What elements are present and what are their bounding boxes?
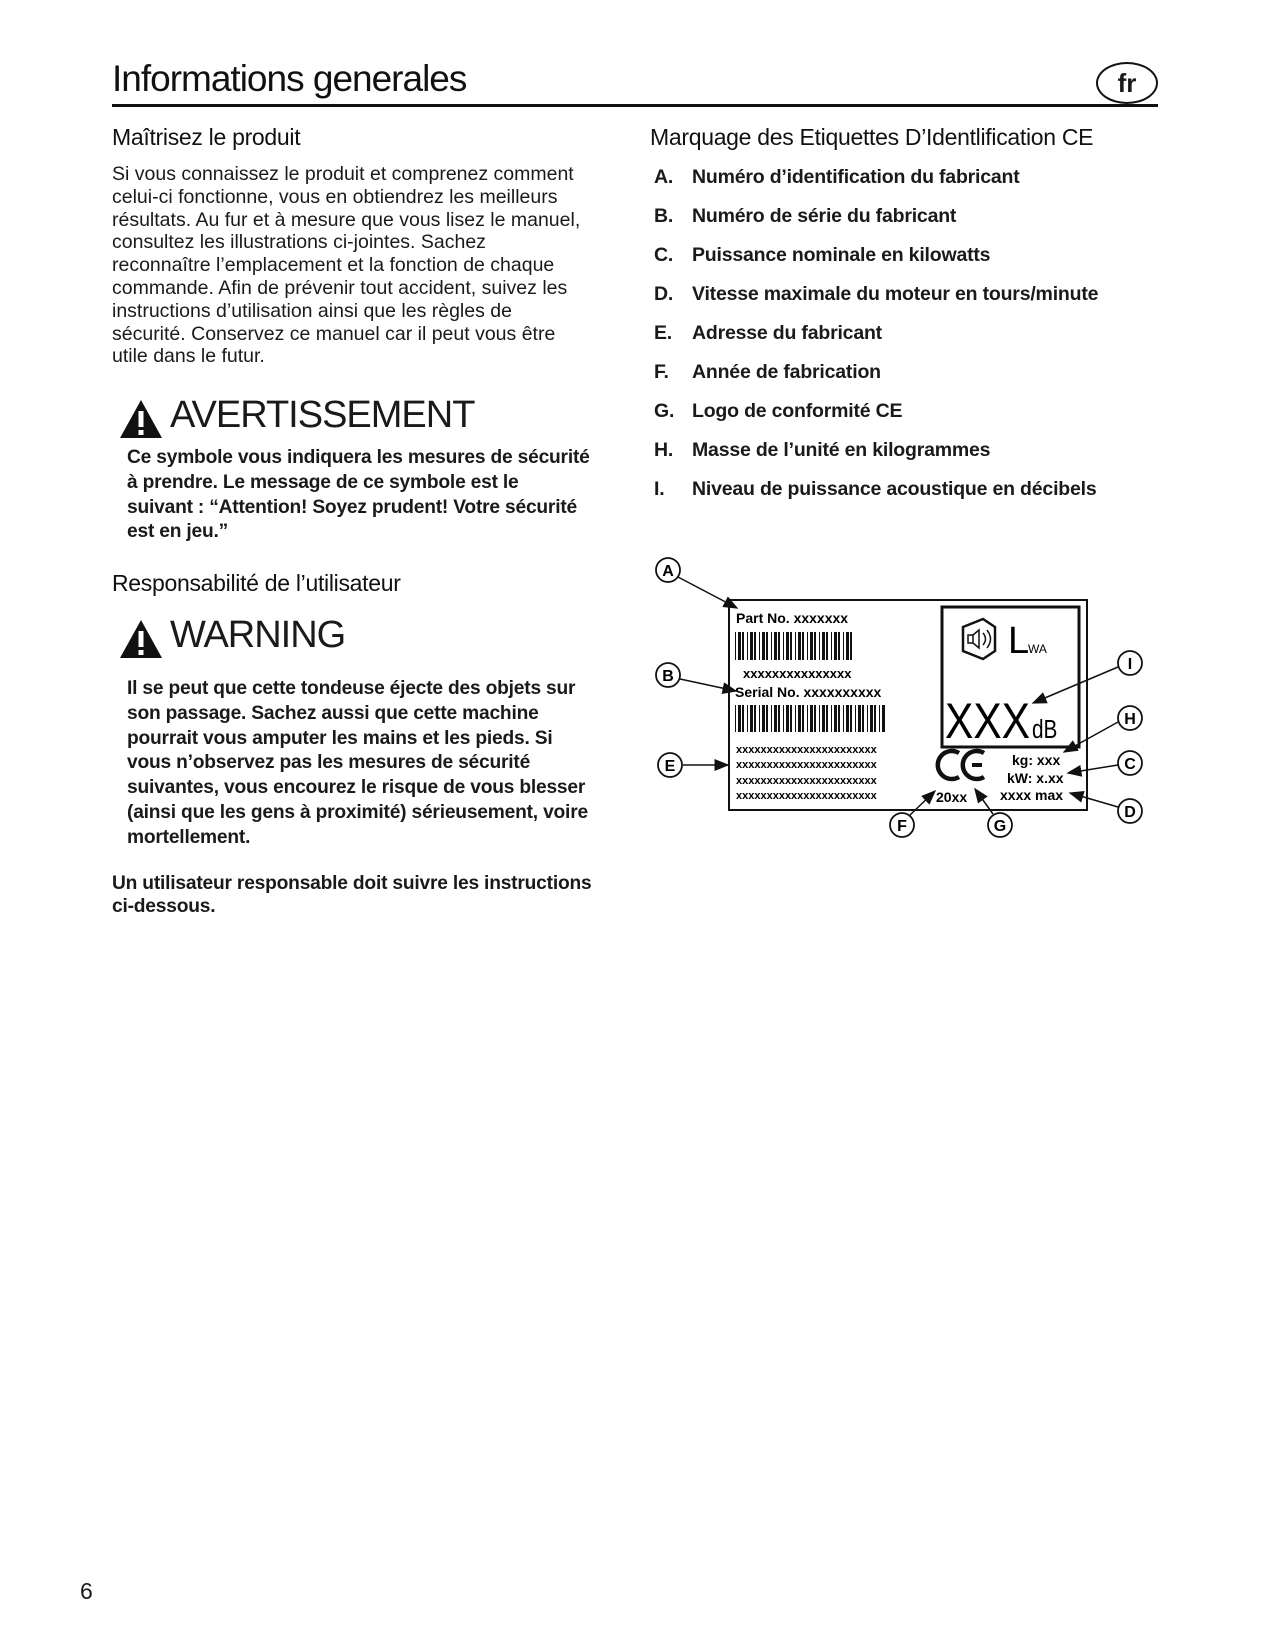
barcode-bar	[862, 705, 864, 732]
address-line: xxxxxxxxxxxxxxxxxxxxxxx	[736, 775, 877, 787]
barcode-bar	[750, 632, 753, 660]
barcode-bar	[790, 705, 792, 732]
barcode-bar	[783, 705, 784, 732]
section-heading-maitrisez: Maîtrisez le produit	[112, 124, 301, 150]
barcode-bar	[850, 705, 852, 732]
barcode-bar	[834, 632, 837, 660]
callout-e	[658, 753, 728, 777]
year-text: 20xx	[936, 789, 968, 805]
intro-paragraph: Si vous connaissez le produit et comprenez comment celui-ci fonctionne, vous en obtiendrez les meilleurs résultats. Au fur et à mesure que vous lisez le manuel, consultez les illustrations ci-jointes. Sachez reconnaître l’emplacement et la fonction de chaque commande. Afin de prévenir tout accident, suivez les instructions d’utilisation ainsi que les règles de sécurité. Conservez ce manuel car il peut vous être utile dans le futur.	[112, 163, 581, 368]
address-line: xxxxxxxxxxxxxxxxxxxxxxx	[736, 790, 877, 802]
lwa-letter: L	[1008, 620, 1030, 662]
page-title: Informations generales	[112, 58, 467, 99]
barcode-bar	[771, 632, 772, 660]
serial-number-text: Serial No. xxxxxxxxxx	[735, 684, 882, 700]
barcode-bar	[774, 632, 777, 660]
barcode-bar	[754, 705, 756, 732]
rpm-text: xxxx max	[1000, 787, 1064, 803]
barcode-bar	[738, 632, 741, 660]
svg-text:I: I	[1127, 656, 1133, 673]
barcode-bar	[843, 705, 844, 732]
barcode-bar	[771, 705, 772, 732]
address-line: xxxxxxxxxxxxxxxxxxxxxxx	[736, 759, 877, 771]
callout-a	[656, 558, 737, 608]
kw-text: kW: x.xx	[1007, 770, 1064, 786]
barcode-bar	[834, 705, 837, 732]
barcode-bar	[838, 705, 840, 732]
barcode-bar	[766, 705, 768, 732]
barcode-bar	[798, 705, 801, 732]
barcode-bar	[762, 705, 765, 732]
svg-text:E: E	[664, 758, 676, 775]
barcode-bar	[778, 705, 780, 732]
avertissement-label: AVERTISSEMENT	[170, 394, 475, 436]
barcode-bar	[831, 705, 832, 732]
barcode-bar	[810, 632, 813, 660]
barcode-bar	[783, 632, 784, 660]
barcode-bar	[822, 705, 825, 732]
barcode-bar	[798, 632, 801, 660]
svg-text:H: H	[1124, 711, 1136, 728]
barcode-bar	[826, 705, 828, 732]
svg-text:D: D	[1124, 804, 1136, 821]
barcode-bar	[838, 632, 840, 660]
barcode-bar	[774, 705, 777, 732]
svg-text:F: F	[897, 818, 907, 835]
barcode-bar	[742, 632, 744, 660]
warning-text: Il se peut que cette tondeuse éjecte des objets sur son passage. Sachez aussi que cette machine pourrait vous amputer les mains et les pieds. Si vous n’observez pas les mesures de sécurité suivantes, vous encourez le risque de vous blesser (ainsi que les gens à proximité) sérieusement, voire mortellement.	[127, 678, 588, 848]
barcode-bar	[795, 632, 796, 660]
barcode-bar	[814, 632, 816, 660]
ce-label-diagram	[650, 555, 1170, 865]
barcode-bar	[831, 632, 832, 660]
barcode-bar	[750, 705, 753, 732]
barcode-bar	[807, 705, 808, 732]
barcode-bar	[819, 632, 820, 660]
barcode-bar	[807, 632, 808, 660]
barcode-bar	[754, 632, 756, 660]
language-badge: fr	[1096, 62, 1158, 104]
barcode-bar	[747, 705, 748, 732]
barcode-bar	[882, 705, 885, 732]
barcode-bar	[867, 705, 868, 732]
barcode-bar	[810, 705, 813, 732]
svg-text:B: B	[662, 668, 674, 685]
barcode-bar	[870, 705, 873, 732]
barcode-bar	[814, 705, 816, 732]
svg-text:G: G	[993, 818, 1007, 835]
page-number: 6	[80, 1578, 93, 1604]
barcode-bar	[759, 705, 760, 732]
barcode-bar	[855, 705, 856, 732]
barcode-bar	[790, 632, 792, 660]
barcode-bar	[826, 632, 828, 660]
db-value: XXX	[945, 692, 1031, 749]
header-rule	[112, 104, 1158, 107]
barcode-bar	[879, 705, 880, 732]
ce-section-heading: Marquage des Etiquettes D’Identlification CE	[650, 124, 1094, 150]
barcode-bar	[846, 705, 849, 732]
barcode-bar	[742, 705, 744, 732]
barcode-bar	[747, 632, 748, 660]
lwa-subscript: WA	[1028, 642, 1047, 656]
barcode-bar	[843, 632, 844, 660]
barcode-bar	[786, 632, 789, 660]
db-unit: dB	[1032, 714, 1058, 744]
barcode-bar	[874, 705, 876, 732]
part-code-text: xxxxxxxxxxxxxxx	[743, 666, 852, 681]
address-line: xxxxxxxxxxxxxxxxxxxxxxx	[736, 744, 877, 756]
svg-text:A: A	[662, 563, 674, 580]
barcode-bar	[819, 705, 820, 732]
barcode-bar	[802, 632, 804, 660]
barcode-bar	[735, 632, 736, 660]
barcode-bar	[738, 705, 741, 732]
barcode-bar	[786, 705, 789, 732]
barcode-bar	[795, 705, 796, 732]
svg-text:C: C	[1124, 756, 1136, 773]
barcode-bar	[762, 632, 765, 660]
barcode-bar	[858, 705, 861, 732]
barcode-bar	[759, 632, 760, 660]
section-heading-responsabilite: Responsabilité de l’utilisateur	[112, 570, 401, 596]
warning-label: WARNING	[170, 614, 346, 656]
warning-triangle-icon	[118, 398, 164, 440]
callout-b	[656, 663, 736, 691]
barcode-bar	[802, 705, 804, 732]
barcode-bar	[822, 632, 825, 660]
warning-triangle-icon	[118, 618, 164, 660]
barcode-bar	[850, 632, 852, 660]
kg-text: kg: xxx	[1012, 752, 1061, 768]
avertissement-text: Ce symbole vous indiquera les mesures de sécurité à prendre. Le message de ce symbole est le suivant : “Attention! Soyez prudent! Votre sécurité est en jeu.”	[127, 447, 590, 543]
barcode-bar	[846, 632, 849, 660]
closing-paragraph: Un utilisateur responsable doit suivre les instructions ci-dessous.	[112, 873, 592, 917]
barcode-bar	[766, 632, 768, 660]
barcode-bar	[778, 632, 780, 660]
barcode-bar	[735, 705, 736, 732]
part-number-text: Part No. xxxxxxx	[736, 610, 849, 626]
